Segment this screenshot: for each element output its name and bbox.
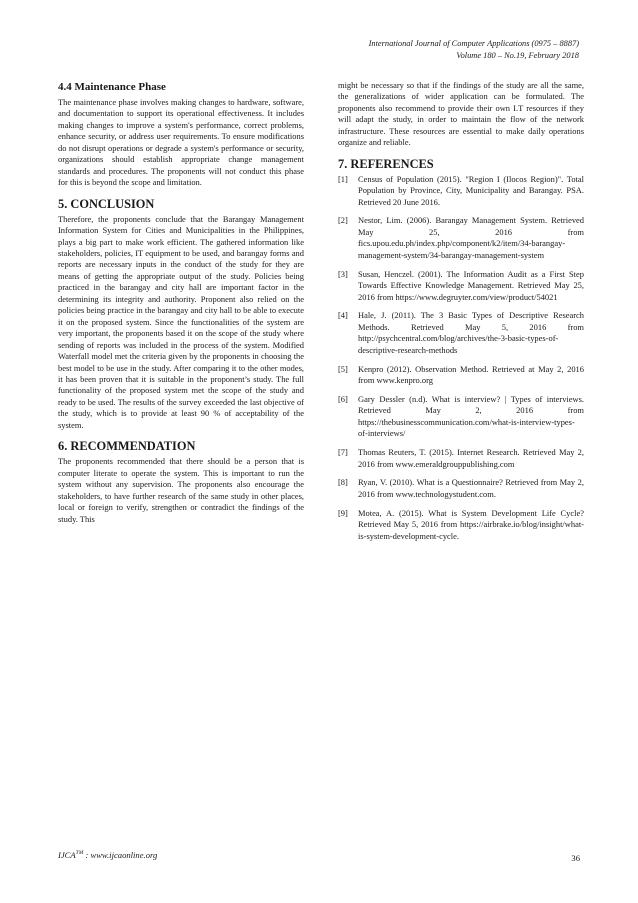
journal-name: International Journal of Computer Applications (0975 – 8887): [368, 39, 579, 48]
reference-text: Susan, Henczel. (2001). The Information Audit as a First Step Towards Effective Knowledge Management. Retrieved May 25, 2016 from https://www.degruyter.com/view/product/54021: [358, 268, 584, 302]
reference-item: [338, 394, 584, 440]
reference-item: [338, 215, 584, 261]
reference-text: Motea, A. (2015). What is System Development Life Cycle? Retrieved May 5, 2016 from https://airbrake.io/blog/insight/what-is-system-development-cycle.: [358, 507, 584, 541]
references-heading: 7. REFERENCES: [338, 156, 434, 171]
reference-item: [338, 477, 584, 500]
journal-issue: Volume 180 – No.19, February 2018: [456, 50, 579, 60]
reference-item: [338, 269, 584, 303]
reference-text: Gary Dessler (n.d). What is interview? | Types of interviews. Retrieved May 2, 2016 from https://thebusinesscommunication.com/what-is-interview-types-of-interviews/: [358, 393, 584, 439]
reference-text: Census of Population (2015). "Region I (Ilocos Region)". Total Population by Province, City, Municipality and Barangay. PSA. Retrieved 20 June 2016.: [358, 173, 584, 207]
reference-number: [1]: [338, 173, 348, 184]
reference-number: [8]: [338, 477, 348, 488]
conclusion-heading: 5. CONCLUSION: [58, 196, 155, 211]
footer-url: : www.ijcaonline.org: [83, 849, 158, 860]
maintenance-phase-heading: 4.4 Maintenance Phase: [58, 81, 166, 93]
footer-site: [58, 848, 157, 861]
recommendation-text: The proponents recommended that there should be a person that is computer literate to operate the system. This is important to run the system without any supervision. The proponents also encourage the stakeholders, to have further research of the same study in other places, local or foreign to verify, strengthen or contradict the findings of the study. This: [58, 456, 304, 524]
reference-text: Kenpro (2012). Observation Method. Retrieved at May 2, 2016 from www.kenpro.org: [358, 363, 584, 386]
reference-item: [338, 310, 584, 356]
reference-item: [338, 364, 584, 387]
reference-text: Thomas Reuters, T. (2015). Internet Research. Retrieved May 2, 2016 from www.emeraldgrouppublishing.com: [358, 447, 584, 469]
reference-list: [338, 174, 584, 542]
reference-text: Hale, J. (2011). The 3 Basic Types of Descriptive Research Methods. Retrieved May 5, 2016 from http://psychcentral.com/blog/archives/the-3-basic-types-of-descriptive-research-methods: [358, 310, 584, 355]
left-column: [58, 80, 304, 533]
reference-number: [7]: [338, 447, 348, 458]
reference-text: Ryan, V. (2010). What is a Questionnaire? Retrieved from May 2, 2016 from www.technologystudent.com.: [358, 477, 584, 499]
reference-text: Nestor, Lim. (2006). Barangay Management System. Retrieved May 25, 2016 from fics.upou.edu.ph/index.php/component/k2/item/34-barangay-management-system/34-barangay-management-system: [358, 215, 584, 260]
reference-item: [338, 174, 584, 208]
reference-number: [4]: [338, 310, 348, 321]
reference-number: [5]: [338, 363, 348, 374]
reference-number: [9]: [338, 507, 348, 518]
maintenance-phase-text: The maintenance phase involves making changes to hardware, software, and documentation to support its operational effectiveness. It includes making changes to improve a system's performance, correct problems, enhance security, or address user requirements. To ensure modifications do not disrupt operations or degrade a system's performance or security, organizations should establish appropriate change management standards and procedures. The proponents will not conduct this phase for this is beyond the scope and limitation.: [58, 97, 304, 188]
reference-number: [2]: [338, 215, 348, 226]
footer-brand: IJCA: [58, 849, 76, 860]
reference-number: [6]: [338, 393, 348, 404]
page-number: 36: [571, 853, 580, 863]
footer-trademark: TM: [75, 850, 84, 856]
reference-item: [338, 447, 584, 470]
reference-number: [3]: [338, 268, 348, 279]
conclusion-text: Therefore, the proponents conclude that the Barangay Management Information System for Cities and Municipalities in the Philippines, plays a big part to make work efficient. The gathered information like stakeholders, policies, IT equipment to be used, and barangay forms and reports are necessary inputs in the conduct of the study for they are means of getting the appropriate output of the study. Policies being practiced in the barangay and city hall are important factor in the determining its integrity and authority. Proponent also relied on the policies being practice in the barangay and city hall to be able to execute it on the proposed system. Since the functionalities of the system are very important, the proponents based it on the scope of the study where sending of reports was included in the process of the system. Modified Waterfall model met the criteria given by the proponents in choosing the best model to be use in the study. After comparing it to the other modes, it has been proven that it is suitable in the proponent’s study. The full functionality of the proposed system met the scope of the study and ready to be used. The results of the survey exceeded the last objective of the study, which is to provide at least 90 % of acceptability of the system.: [58, 213, 304, 430]
recommendation-heading: 6. RECOMMENDATION: [58, 439, 196, 454]
journal-header: [279, 38, 579, 61]
reference-item: [338, 508, 584, 542]
right-column: [338, 80, 584, 549]
recommendation-continuation: might be necessary so that if the findings of the study are all the same, the generalizations of wider application can be formulated. The proponents also recommend to provide their own I.T resources if they will adapt the study, in order to maintain the flow of the network infrastructure. These resources are essential to make daily operations organize and reliable.: [338, 80, 584, 148]
